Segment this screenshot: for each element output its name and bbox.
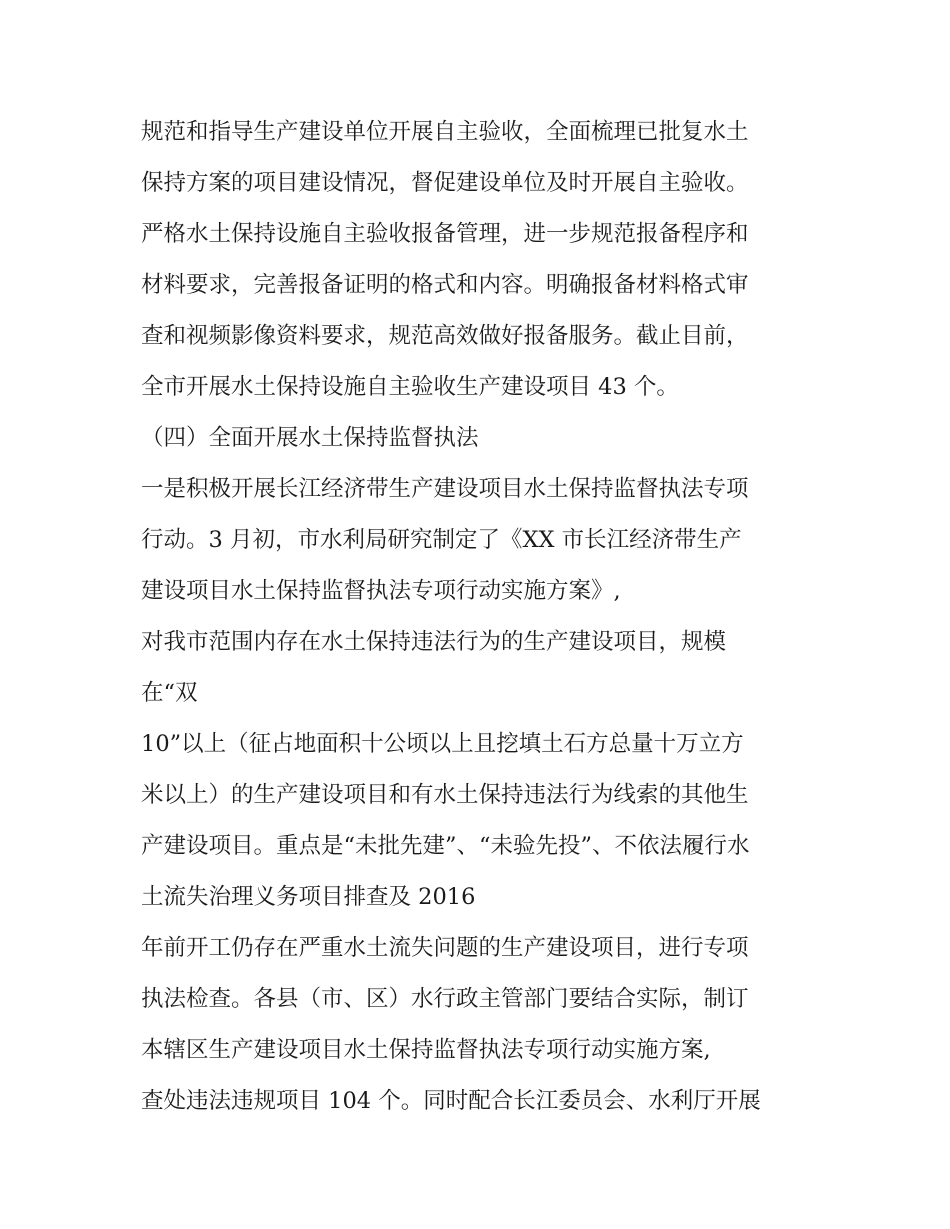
text-line-16: 土流失治理义务项目排查及 2016: [141, 884, 476, 910]
text-line-14: 米以上）的生产建设项目和有水土保持违法行为线索的其他生: [141, 782, 749, 808]
text-line-8: 一是积极开展长江经济带生产建设项目水土保持监督执法专项: [141, 476, 749, 502]
text-line-17: 年前开工仍存在严重水土流失问题的生产建设项目，进行专项: [141, 935, 749, 961]
body-text: [141, 107, 821, 1127]
text-line-6: 全市开展水土保持设施自主验收生产建设项目 43 个。: [141, 374, 679, 400]
text-line-19: 本辖区生产建设项目水土保持监督执法专项行动实施方案,: [141, 1037, 711, 1063]
text-line-11: 对我市范围内存在水土保持违法行为的生产建设项目，规模: [141, 629, 727, 655]
text-line-10: 建设项目水土保持监督执法专项行动实施方案》,: [141, 578, 621, 604]
text-line-3: 严格水土保持设施自主验收报备管理，进一步规范报备程序和: [141, 221, 749, 247]
text-line-13: 10”以上（征占地面积十公顷以上且挖填土石方总量十万立方: [141, 731, 744, 757]
text-line-9: 行动。3 月初，市水利局研究制定了《XX 市长江经济带生产: [141, 527, 742, 553]
text-line-12: 在“双: [141, 680, 198, 706]
section-heading: （四）全面开展水土保持监督执法: [141, 425, 479, 451]
text-line-18: 执法检查。各县（市、区）水行政主管部门要结合实际，制订: [141, 986, 749, 1012]
text-line-1: 规范和指导生产建设单位开展自主验收，全面梳理已批复水土: [141, 119, 749, 145]
text-line-20: 查处违法违规项目 104 个。同时配合长江委员会、水利厅开展: [141, 1088, 761, 1114]
text-line-4: 材料要求，完善报备证明的格式和内容。明确报备材料格式审: [141, 272, 749, 298]
text-line-2: 保持方案的项目建设情况，督促建设单位及时开展自主验收。: [141, 170, 749, 196]
text-line-15: 产建设项目。重点是“未批先建”、“未验先投”、不依法履行水: [141, 833, 750, 859]
text-line-5: 查和视频影像资料要求，规范高效做好报备服务。截止目前，: [141, 323, 749, 349]
